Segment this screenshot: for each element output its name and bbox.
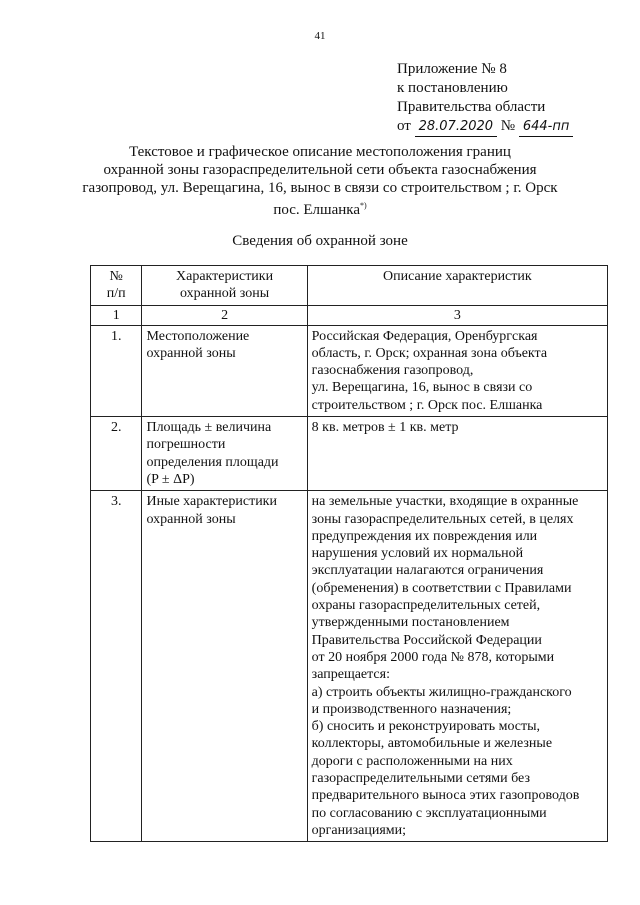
title-line-4-text: пос. Елшанка — [273, 202, 360, 218]
description-line: организациями; — [311, 822, 407, 838]
column-number-1: 1 — [91, 305, 142, 325]
description-line: и производственного назначения; — [311, 701, 512, 717]
row-characteristic — [142, 491, 307, 842]
appendix-date-line — [397, 117, 573, 137]
appendix-ref-line: к постановлению — [397, 80, 508, 96]
description-line: строительством ; г. Орск пос. Елшанка — [311, 397, 543, 413]
description-line: Правительства Российской Федерации — [311, 632, 542, 648]
header-number — [91, 266, 142, 306]
protection-zone-table — [90, 265, 608, 842]
description-line: область, г. Орск; охранная зона объекта — [311, 345, 548, 361]
number-prefix: № — [500, 118, 516, 134]
characteristic-line: (P ± ΔP) — [146, 471, 195, 487]
description-line: предупреждения их повреждения или — [311, 528, 538, 544]
header-characteristics — [142, 266, 307, 306]
characteristic-line: охранной зоны — [146, 511, 236, 527]
description-line: 8 кв. метров ± 1 кв. метр — [311, 420, 459, 436]
footnote-mark: *) — [360, 201, 367, 210]
description-line: дороги с расположенными на них — [311, 753, 513, 769]
characteristic-line: Иные характеристики — [146, 494, 277, 510]
table-header-row — [91, 266, 608, 306]
description-line: нарушения условий их нормальной — [311, 546, 524, 562]
row-description — [307, 325, 607, 416]
description-line: газораспределительными сетями без — [311, 771, 530, 787]
row-characteristic — [142, 417, 307, 491]
row-number: 3. — [91, 491, 142, 842]
description-line: (обременения) в соответствии с Правилами — [311, 580, 572, 596]
description-line: зоны газораспределительных сетей, в целях — [311, 511, 574, 527]
description-line: Российская Федерация, Оренбургская — [311, 328, 538, 344]
characteristic-line: охранной зоны — [146, 345, 236, 361]
column-number-2: 2 — [142, 305, 307, 325]
description-line: запрещается: — [311, 667, 390, 683]
appendix-authority: Правительства области — [397, 99, 546, 115]
description-line: эксплуатации налагаются ограничения — [311, 563, 544, 579]
row-description — [307, 491, 607, 842]
description-line: б) сносить и реконструировать мосты, — [311, 719, 541, 735]
characteristic-line: погрешности — [146, 437, 226, 453]
row-number: 2. — [91, 417, 142, 491]
description-line: а) строить объекты жилищно-гражданского — [311, 684, 572, 700]
title-line-4 — [80, 197, 560, 219]
row-number: 1. — [91, 325, 142, 416]
title-line-2: охранной зоны газораспределительной сети объекта газоснабжения — [103, 162, 537, 178]
characteristic-line: определения площади — [146, 454, 279, 470]
handwritten-number: 644-пп — [519, 117, 574, 137]
appendix-header — [397, 60, 573, 137]
table-row — [91, 325, 608, 416]
header-description: Описание характеристик — [307, 266, 607, 306]
description-line: коллекторы, автомобильные и железные — [311, 736, 553, 752]
header-characteristics-line-1: Характеристики — [176, 269, 274, 284]
table-row — [91, 417, 608, 491]
description-line: охраны газораспределительных сетей, — [311, 598, 541, 614]
row-characteristic — [142, 325, 307, 416]
header-characteristics-line-2: охранной зоны — [179, 286, 270, 302]
description-line: от 20 ноября 2000 года № 878, которыми — [311, 649, 555, 665]
document-title — [80, 143, 560, 219]
appendix-title: Приложение № 8 — [397, 61, 507, 77]
title-line-1: Текстовое и графическое описание местоположения границ — [129, 144, 511, 160]
description-line: предварительного выноса этих газопроводов — [311, 788, 580, 804]
header-number-line-2: п/п — [106, 286, 126, 302]
description-line: ул. Верещагина, 16, вынос в связи со — [311, 380, 533, 396]
date-prefix: от — [397, 118, 411, 134]
description-line: газоснабжения газопровод, — [311, 363, 474, 379]
column-number-row — [91, 305, 608, 325]
characteristic-line: Площадь ± величина — [146, 420, 272, 436]
handwritten-date: 28.07.2020 — [415, 117, 497, 137]
table-row — [91, 491, 608, 842]
description-line: по согласованию с эксплуатационными — [311, 805, 547, 821]
column-number-3: 3 — [307, 305, 607, 325]
section-heading: Сведения об охранной зоне — [232, 233, 408, 249]
description-line: на земельные участки, входящие в охранные — [311, 494, 579, 510]
characteristic-line: Местоположение — [146, 328, 250, 344]
description-line: утвержденными постановлением — [311, 615, 510, 631]
title-line-3: газопровод, ул. Верещагина, 16, вынос в связи со строительством ; г. Орск — [82, 180, 558, 196]
row-description — [307, 417, 607, 491]
header-number-line-1: № — [109, 269, 123, 284]
page-number: 41 — [314, 30, 326, 42]
